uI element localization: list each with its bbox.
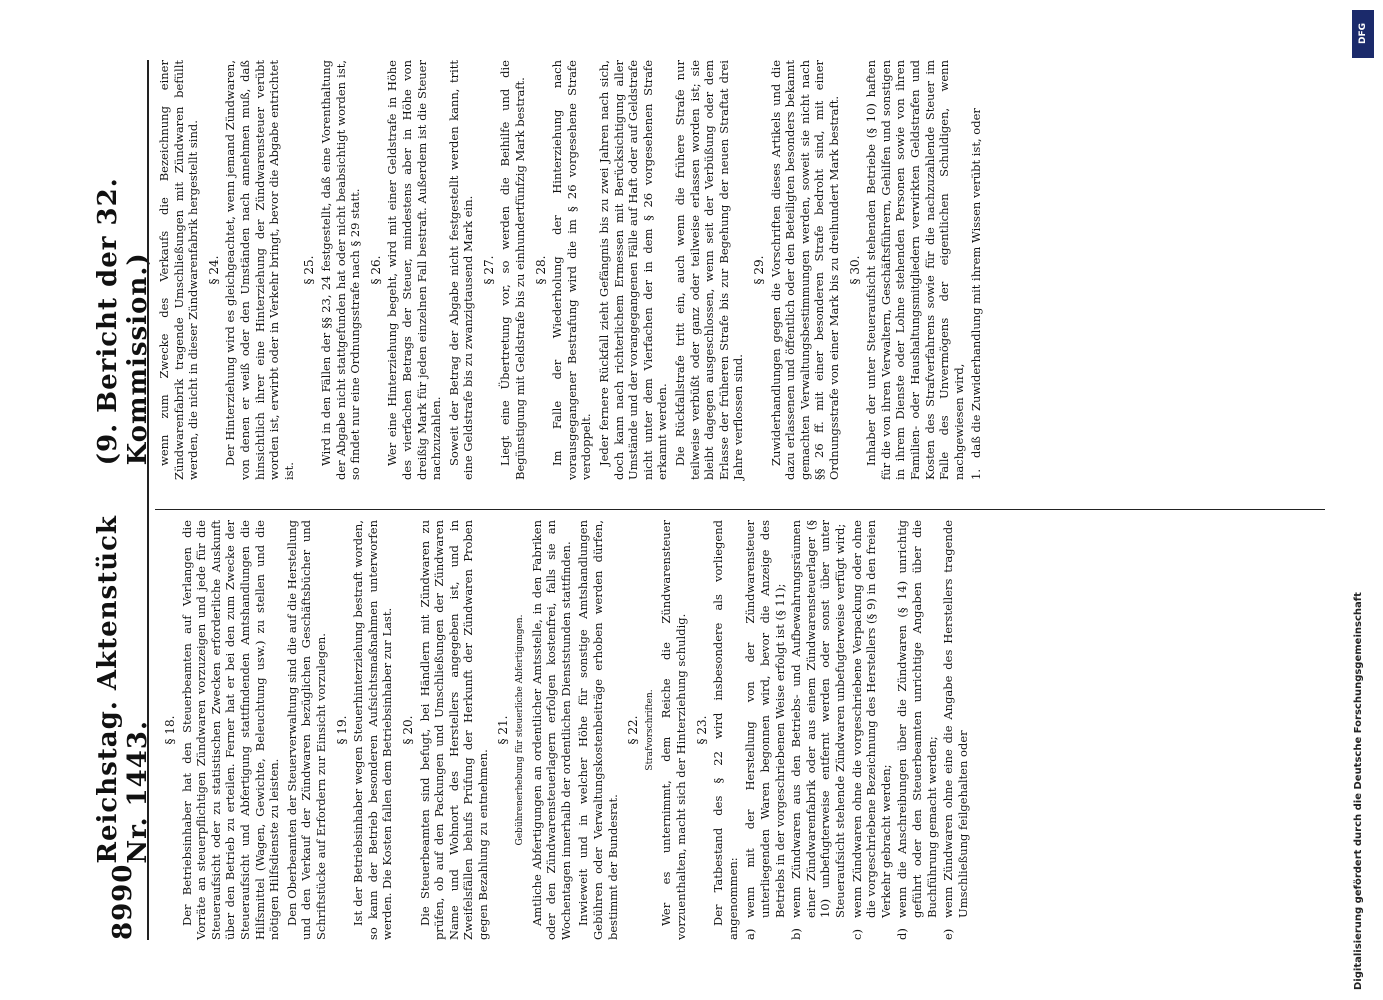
header-rule [147,60,149,940]
list-key: a) [743,928,758,940]
column-divider [155,509,1325,510]
section-26-p2: Soweit der Betrag der Abgabe nicht festgestellt werden kann, tritt eine Geldstrafe bis zu zwanzigtausend Mark ein. [446,60,476,480]
dfg-logo-text: DFG [1358,23,1368,45]
section-25-title: § 25. [302,255,317,285]
section-27-title: § 27. [481,255,496,285]
section-23-title: § 23. [694,715,709,745]
section-19-p1: Ist der Betriebsinhaber wegen Steuerhinterziehung bestraft worden, so kann der Betrieb besonderen Aufsichtsmaßnahmen unterworfen werden. Die Kosten fallen dem Betriebsinhaber zur Last. [351,520,395,940]
list-item [743,520,787,940]
section-21-p1: Amtliche Abfertigungen an ordentlicher Amtsstelle, in den Fabriken oder den Zündwarensteuerlagern erfolgen kostenfrei, falls sie an Wochentagen innerhalb der ordentlichen Dienststunden stattfinden. [529,520,573,940]
list-text: wenn Zündwaren ohne eine die Angabe des Herstellers tragende Umschließung feilgehalten oder [941,520,970,918]
section-28-title: § 28. [533,255,548,285]
dfg-logo [1352,10,1374,58]
list-key: c) [849,929,864,940]
section-21-title: § 21. [496,715,511,745]
list-item [941,520,970,940]
list-key: e) [941,928,956,940]
section-26-title: § 26. [368,255,383,285]
digitization-sidebar [1349,10,1377,990]
list-text: wenn die Anschreibungen über die Zündwaren (§ 14) unrichtig geführt oder den Steuerbeamten unrichtige Angaben über die Buchführung gemacht werden; [895,520,939,918]
section-29-title: § 29. [751,255,766,285]
list-item [850,520,894,940]
section-28-p2: Jeder fernere Rückfall zieht Gefängnis bis zu zwei Jahren nach sich, doch kann nach richterlichem Ermessen mit Berücksichtigung aller Umstände und der vorangegangenen Fälle auf Haft oder auf Geldstrafe nicht unter dem Vierfachen der in dem § 26 vorgesehenen Strafe erkannt werden. [597,60,670,480]
continued-paragraph: wenn zum Zwecke des Verkaufs die Bezeichnung einer Zündwarenfabrik tragende Umschließungen mit Zündwaren befüllt werden, die nicht in dieser Zündwarenfabrik hergestellt sind. [157,60,201,480]
section-24-p1: Der Hinterziehung wird es gleichgeachtet, wenn jemand Zündwaren, von denen er weiß oder den Umständen nach annehmen muß, daß hinsichtlich ihrer eine Hinterziehung der Zündwarensteuer verübt worden ist, erwirbt oder in Verkehr bringt, bevor die Abgabe entrichtet ist. [223,60,296,480]
list-item [895,520,939,940]
section-23-p1: Der Tatbestand des § 22 wird insbesondere als vorliegend angenommen: [711,520,740,940]
list-item [789,520,847,940]
section-20-title: § 20. [400,715,415,745]
document-page [95,0,1350,1000]
section-29-p1: Zuwiderhandlungen gegen die Vorschriften dieses Artikels und die dazu erlassenen und öffentlich oder den Beteiligten besonders bekannt gemachten Verwaltungsbestimmungen werden, soweit sie nicht nach §§ 26 ff. mit einer besonderen Strafe bedroht sind, mit einer Ordnungsstrafe von einer Mark bis zu dreihundert Mark bestraft. [768,60,841,480]
list-item [969,60,984,480]
list-key: d) [895,928,910,940]
section-20-p1: Die Steuerbeamten sind befugt, bei Händlern mit Zündwaren zu prüfen, ob auf den Packungen und Umschließungen der Zündwaren Name und Wohnort des Herstellers angegeben ist, und in Zweifelsfällen behufs Prüfung der Herkunft der Zündwaren Proben gegen Bezahlung zu entnehmen. [417,520,490,940]
section-18-p2: Den Oberbeamten der Steuerverwaltung sind die auf die Herstellung und den Verkauf der Zündwaren bezüglichen Geschäftsbücher und Schriftstücke auf Erfordern zur Einsicht vorzulegen. [284,520,328,940]
section-18-p1: Der Betriebsinhaber hat den Steuerbeamten auf Verlangen die Vorräte an steuerpflichtigen Zündwaren vorzuzeigen und jede für die Steueraufsicht oder zu statistischen Zwecken erforderliche Auskunft über den Betrieb zu erteilen. Ferner hat er bei den zum Zwecke der Steueraufsicht und Abfertigung stattfindenden Amtshandlungen die Hilfsmittel (Wagen, Gewichte, Beleuchtung usw.) zu stellen und die nötigen Hilfsdienste zu leisten. [179,520,282,940]
section-22-subtitle: Strafvorschriften. [644,689,655,771]
page-number: 8990 [108,863,138,940]
list-key: b) [789,928,804,940]
section-21-p2: Inwieweit und in welcher Höhe für sonstige Amtshandlungen Gebühren oder Verwaltungskostenbeiträge erhoben werden dürfen, bestimmt der Bundesrat. [576,520,620,940]
right-column [157,60,986,480]
section-28-p3: Die Rückfallstrafe tritt ein, auch wenn die frühere Strafe nur teilweise verbüßt oder ganz oder teilweise erlassen worden ist; sie bleibt dagegen ausgeschlossen, wenn seit der Verbüßung oder dem Erlasse der früheren Strafe bis zur Begehung der neuen Straftat drei Jahre verflossen sind. [673,60,746,480]
section-30-p1: Inhaber der unter Steueraufsicht stehenden Betriebe (§ 10) haften für die von ihren Verwaltern, Geschäftsführern, Gehilfen und sonstigen in ihrem Dienste oder Lohne stehenden Personen sowie von ihren Familien- oder Haushaltungsmitgliedern verwirkten Geldstrafen und Kosten des Strafverfahrens sowie für die nachzuzahlende Steuer im Falle des Unvermögens der eigentlichen Schuldigen, wenn nachgewiesen wird, [864,60,966,480]
section-30-title: § 30. [847,255,862,285]
page-header [93,60,153,940]
section-27-p1: Liegt eine Übertretung vor, so werden die Beihilfe und die Begünstigung mit Geldstrafe bis zu einhundertfünfzig Mark bestraft. [498,60,528,480]
list-text: wenn mit der Herstellung von der Zündwarensteuer unterliegenden Waren begonnen wird, bevor die Anzeige des Betriebs in der vorgeschriebenen Weise erfolgt ist (§ 11); [743,520,787,918]
list-text: wenn Zündwaren ohne die vorgeschriebene Verpackung oder ohne die vorgeschriebene Bezeichnung des Herstellers (§ 9) in den freien Verkehr gebracht werden; [849,520,893,918]
header-report: (9. Bericht der 32. Kommission.) [93,177,153,466]
section-19-title: § 19. [334,715,349,745]
section-28-p1: Im Falle der Wiederholung der Hinterziehung nach vorausgegangener Bestrafung wird die im § 26 vorgesehene Strafe verdoppelt. [550,60,594,480]
section-22-p1: Wer es unternimmt, dem Reiche die Zündwarensteuer vorzuenthalten, macht sich der Hinterziehung schuldig. [659,520,688,940]
left-column [157,520,972,940]
list-key: 1. [969,469,984,480]
section-25-p1: Wird in den Fällen der §§ 23, 24 festgestellt, daß eine Vorenthaltung der Abgabe nicht stattgefunden hat oder nicht beabsichtigt worden ist, so findet nur eine Ordnungsstrafe nach § 29 statt. [318,60,363,480]
rotated-page [95,0,1350,1000]
digitization-credit: Digitalisierung gefördert durch die Deutsche Forschungsgemeinschaft [1353,592,1364,990]
section-26-p1: Wer eine Hinterziehung begeht, wird mit einer Geldstrafe in Höhe des vierfachen Betrags der Steuer, mindestens aber in Höhe von dreißig Mark für jeden einzelnen Fall bestraft. Außerdem ist die Steuer nachzuzahlen. [385,60,444,480]
list-text: daß die Zuwiderhandlung mit ihrem Wissen verübt ist, oder [969,108,984,458]
section-22-title: § 22. [626,715,641,745]
section-21-subtitle: Gebührenerhebung für steuerliche Abfertigungen. [515,614,526,846]
section-18-title: § 18. [163,715,177,745]
header-title: Reichstag. Aktenstück Nr. 1443. [93,515,153,864]
section-24-title: § 24. [206,255,221,285]
list-text: wenn Zündwaren aus den Betriebs- und Aufbewahrungsräumen einer Zündwarenfabrik oder aus einem Zündwarensteuerlager (§ 10) unbefugterweise entfernt werden oder sonst über unter Steueraufsicht stehende Zündwaren unbefugterweise verfügt wird; [789,520,847,918]
